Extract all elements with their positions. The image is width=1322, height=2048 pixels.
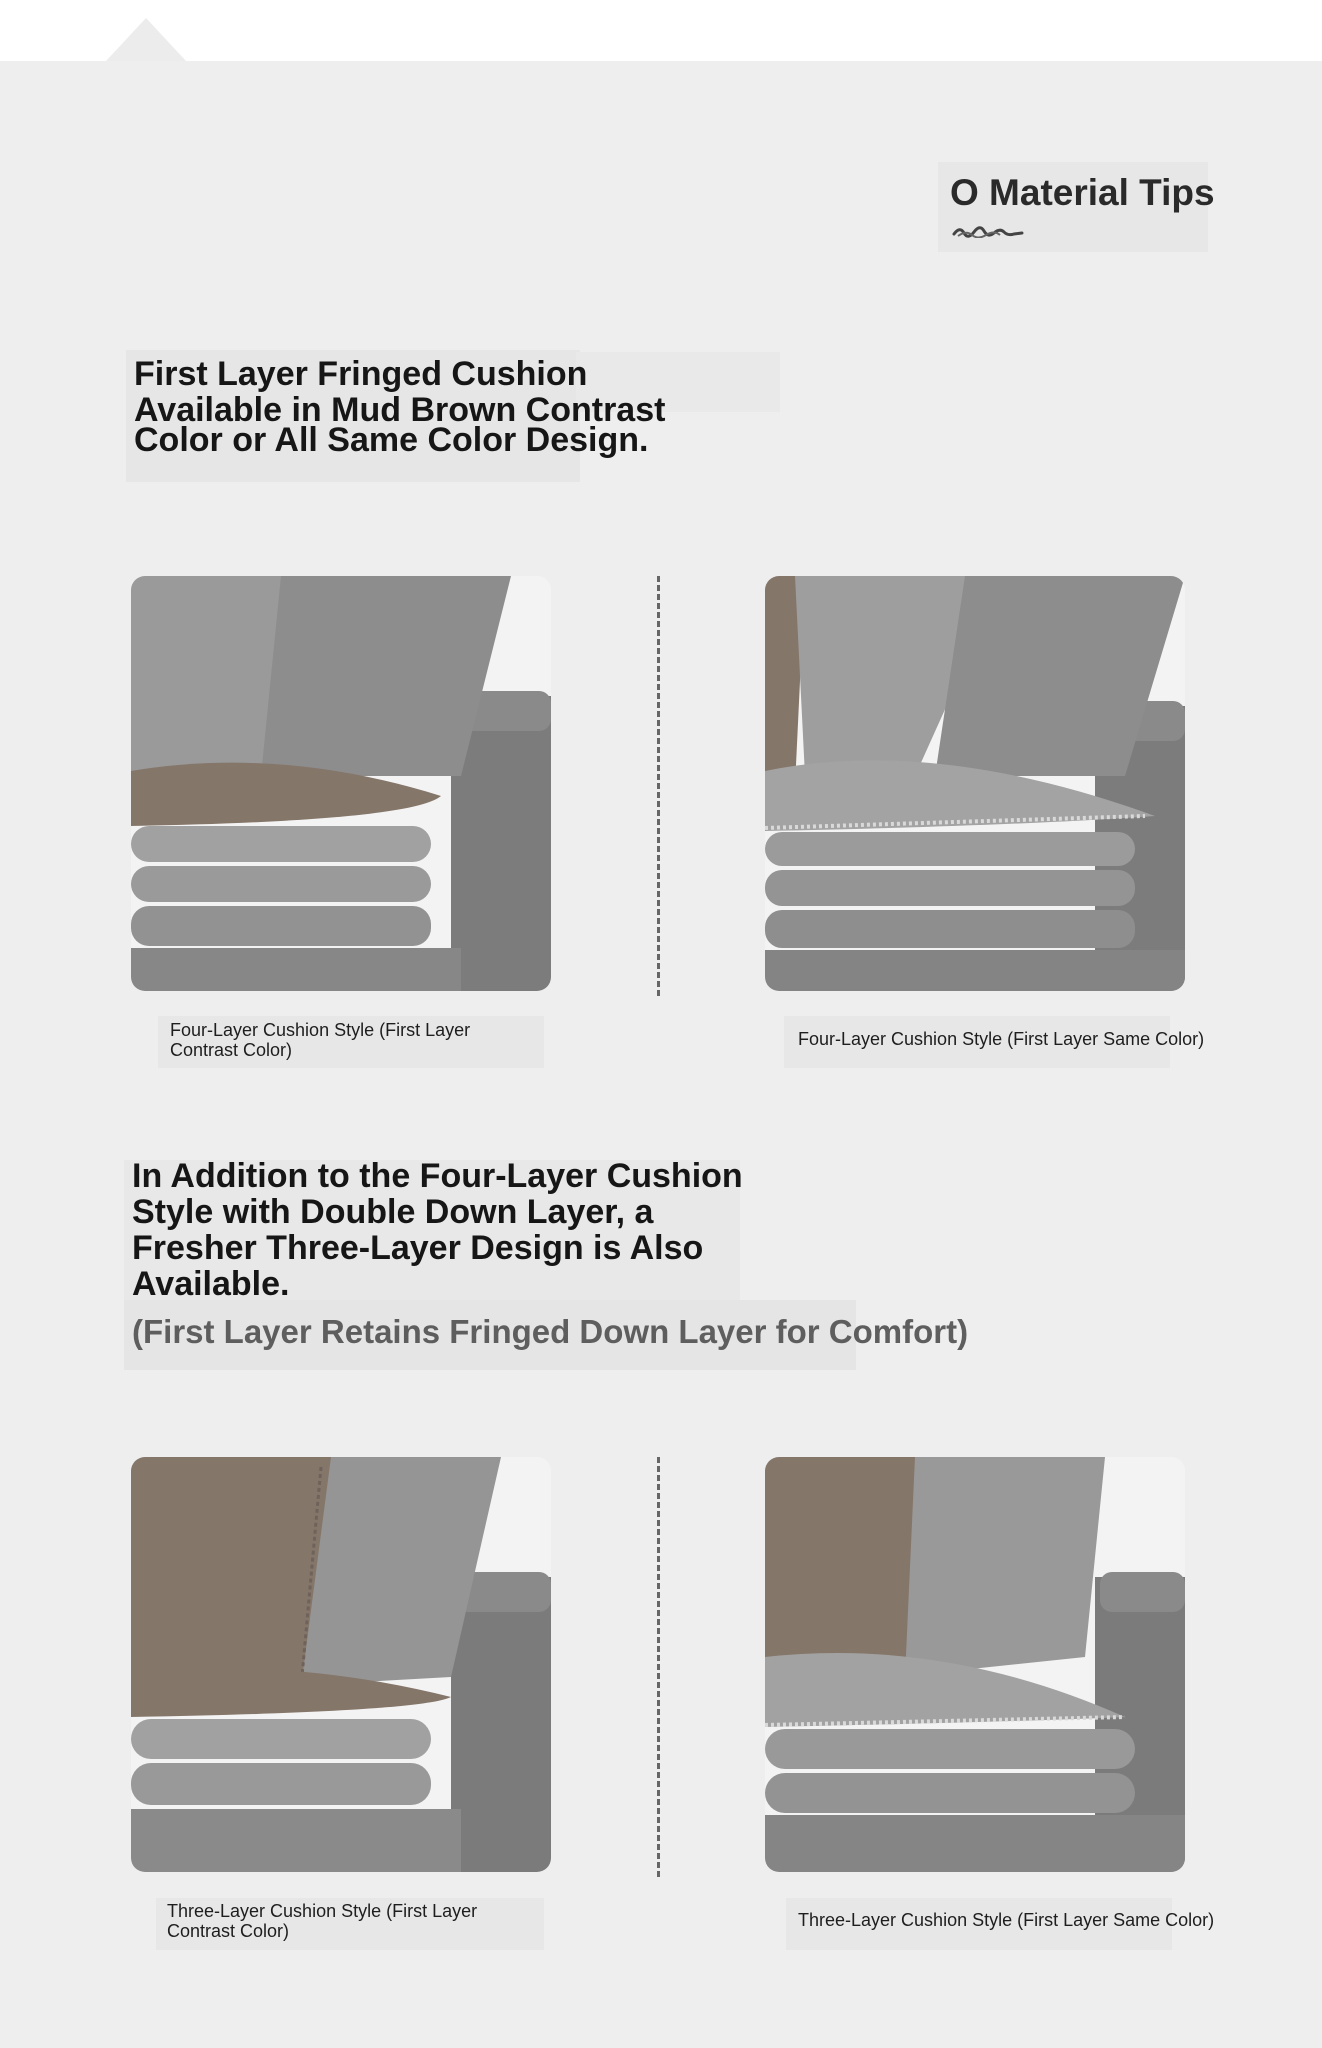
tab-notch [106,18,186,61]
dashed-divider [657,1457,660,1877]
section2-heading-line: Fresher Three-Layer Design is Also [132,1229,704,1267]
section1-heading-line: Available in Mud Brown Contrast [134,391,666,429]
section2-subheading: (First Layer Retains Fringed Down Layer for Comfort) [132,1313,969,1350]
photo-caption: Four-Layer Cushion Style (First Layer Contrast Color) [170,1020,471,1060]
sofa-three-layer-contrast-photo [131,1457,551,1872]
sofa-four-layer-contrast-photo [131,576,551,991]
section2-heading-line: Available. [132,1265,290,1303]
top-bar [0,0,1322,61]
section2-heading [132,1158,752,1302]
dashed-divider [657,576,660,996]
section1-heading-line: Color or All Same Color Design. [134,421,649,459]
section2-heading-line: Style with Double Down Layer, a [132,1193,654,1231]
sofa-three-layer-same-photo [765,1457,1185,1872]
section2-heading-line: In Addition to the Four-Layer Cushion [132,1157,743,1195]
section1-heading [134,356,694,458]
section1-heading-line: First Layer Fringed Cushion [134,355,588,393]
photo-caption: Three-Layer Cushion Style (First Layer Same Color) [798,1910,1215,1930]
page-title: O Material Tips [950,172,1215,213]
sofa-four-layer-same-photo [765,576,1185,991]
photo-caption: Three-Layer Cushion Style (First Layer Contrast Color) [167,1901,478,1941]
photo-caption: Four-Layer Cushion Style (First Layer Same Color) [798,1029,1205,1049]
scribble-decoration-icon [952,224,1024,238]
